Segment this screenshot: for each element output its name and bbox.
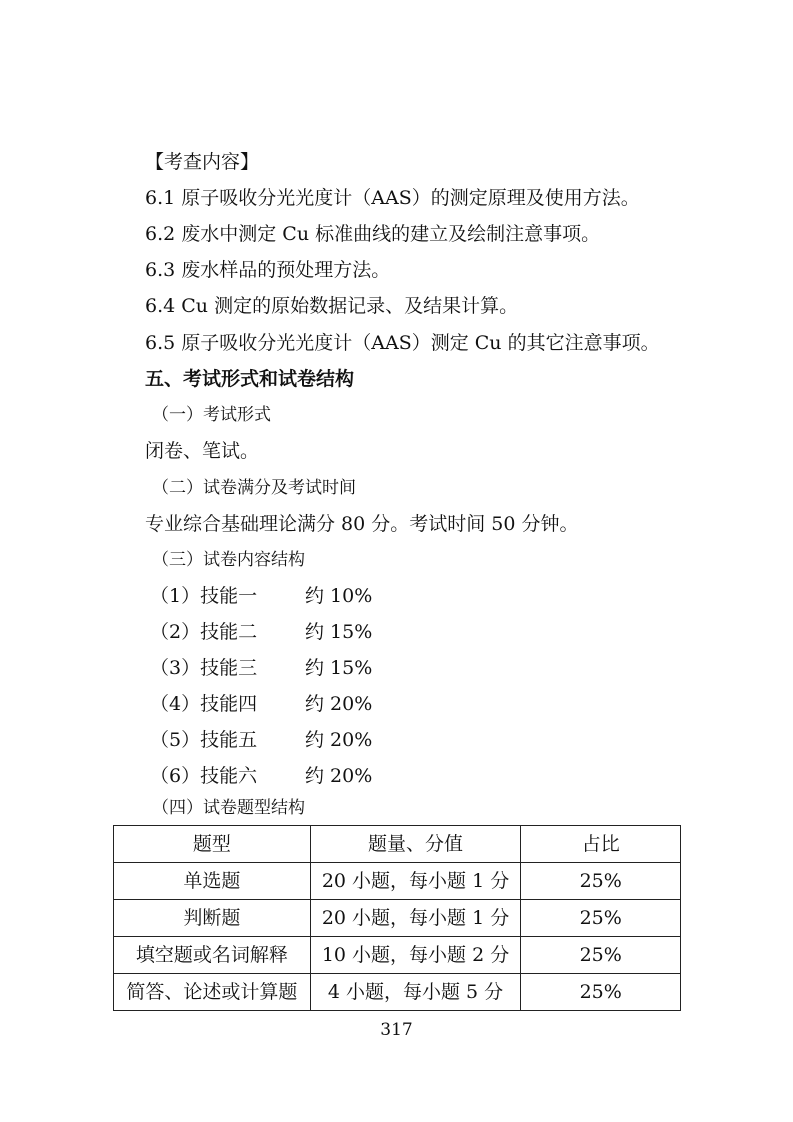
subsection-heading: （一）考试形式 <box>152 405 271 425</box>
content-item: 6.1 原子吸收分光光度计（AAS）的测定原理及使用方法。 <box>145 187 640 209</box>
skill-label: （1）技能一 <box>150 585 258 607</box>
question-type-table <box>113 825 681 1011</box>
subsection-heading: （二）试卷满分及考试时间 <box>152 478 356 498</box>
skill-label: （4）技能四 <box>150 693 258 715</box>
table-cell: 20 小题，每小题 1 分 <box>310 900 521 937</box>
table-cell: 填空题或名词解释 <box>114 937 311 974</box>
table-cell: 25% <box>521 900 681 937</box>
content-item: 6.2 废水中测定 Cu 标准曲线的建立及绘制注意事项。 <box>145 223 601 245</box>
paragraph: 闭卷、笔试。 <box>145 440 260 462</box>
skill-label: （2）技能二 <box>150 621 258 643</box>
skill-label: （5）技能五 <box>150 729 258 751</box>
table-header-cell: 题量、分值 <box>310 826 521 863</box>
table-cell: 10 小题，每小题 2 分 <box>310 937 521 974</box>
table-row <box>114 863 681 900</box>
subsection-heading: （四）试卷题型结构 <box>152 798 305 818</box>
skill-percent: 约 15% <box>305 621 373 643</box>
skill-item <box>150 728 373 752</box>
skill-percent: 约 15% <box>305 657 373 679</box>
table-cell: 4 小题，每小题 5 分 <box>310 974 521 1011</box>
table-row <box>114 900 681 937</box>
table-cell: 25% <box>521 974 681 1011</box>
table-cell: 20 小题，每小题 1 分 <box>310 863 521 900</box>
section-label: 【考查内容】 <box>145 151 260 173</box>
skill-label: （6）技能六 <box>150 765 258 787</box>
section-heading: 五、考试形式和试卷结构 <box>145 368 355 390</box>
skill-item <box>150 584 373 608</box>
content-item: 6.3 废水样品的预处理方法。 <box>145 259 391 281</box>
table-cell: 判断题 <box>114 900 311 937</box>
table-cell: 单选题 <box>114 863 311 900</box>
table-header-row <box>114 826 681 863</box>
table-cell: 25% <box>521 937 681 974</box>
skill-item <box>150 764 373 788</box>
skill-percent: 约 20% <box>305 729 373 751</box>
skill-item <box>150 692 373 716</box>
table-row <box>114 974 681 1011</box>
table-header-cell: 占比 <box>521 826 681 863</box>
paragraph: 专业综合基础理论满分 80 分。考试时间 50 分钟。 <box>145 513 579 535</box>
table-row <box>114 937 681 974</box>
skill-percent: 约 20% <box>305 765 373 787</box>
table-header-cell: 题型 <box>114 826 311 863</box>
skill-percent: 约 10% <box>305 585 373 607</box>
skill-item <box>150 656 373 680</box>
table-cell: 25% <box>521 863 681 900</box>
page-number: 317 <box>380 1020 413 1040</box>
skill-percent: 约 20% <box>305 693 373 715</box>
table-cell: 简答、论述或计算题 <box>114 974 311 1011</box>
skill-label: （3）技能三 <box>150 657 258 679</box>
content-item: 6.5 原子吸收分光光度计（AAS）测定 Cu 的其它注意事项。 <box>145 332 660 354</box>
skill-item <box>150 620 373 644</box>
subsection-heading: （三）试卷内容结构 <box>152 550 305 570</box>
content-item: 6.4 Cu 测定的原始数据记录、及结果计算。 <box>145 295 519 317</box>
